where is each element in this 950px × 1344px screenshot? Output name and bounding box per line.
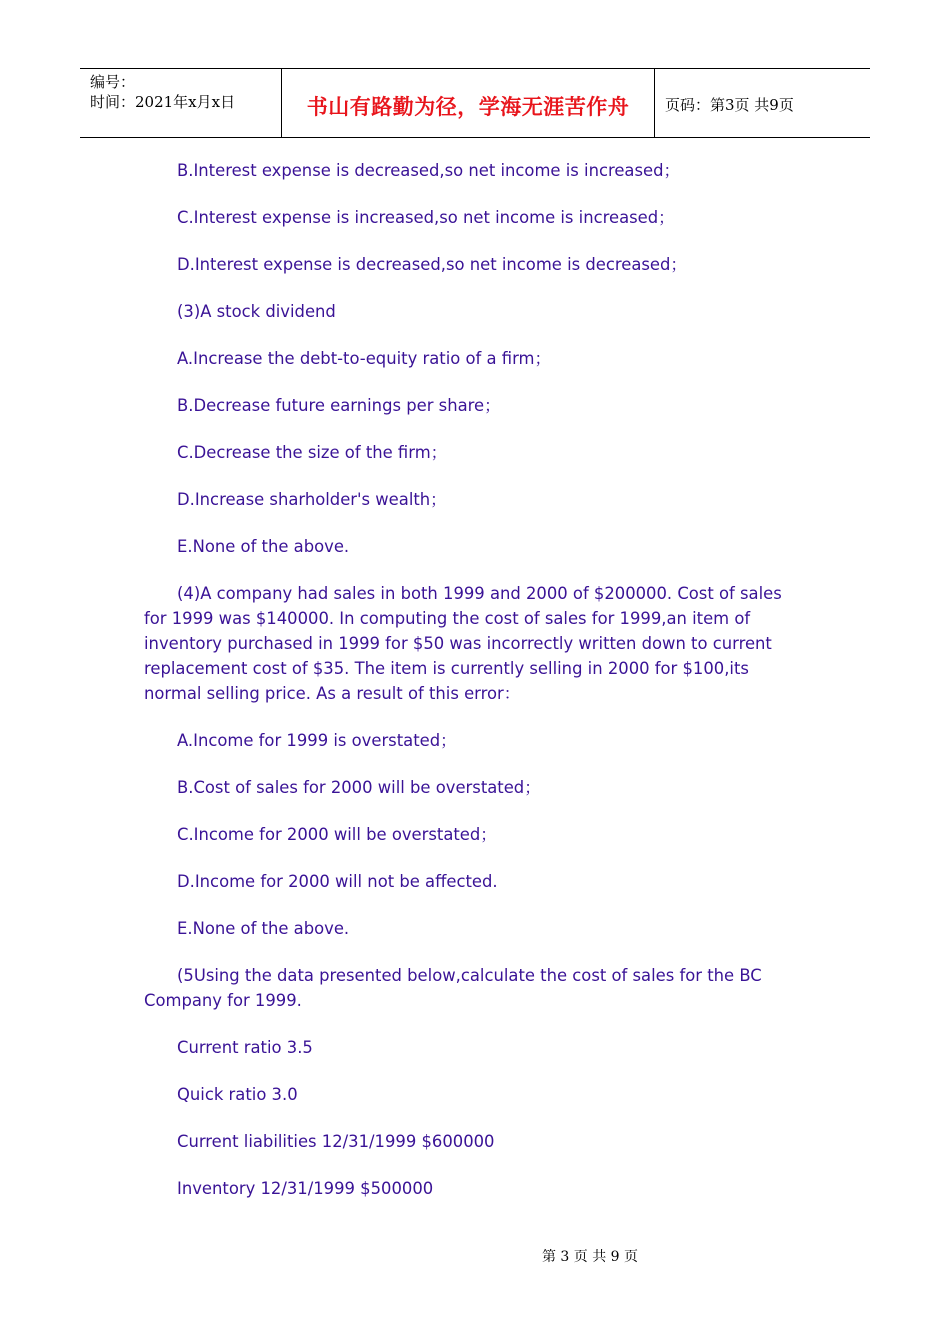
paragraph: B.Decrease future earnings per share； — [177, 396, 501, 415]
paragraph: A.Income for 1999 is overstated； — [177, 731, 457, 750]
paragraph: E.None of the above. — [177, 919, 350, 938]
page-header — [80, 68, 870, 138]
page-footer — [0, 1246, 950, 1266]
motto-text: 书山有路勤为径，学海无涯苦作舟 — [306, 95, 630, 119]
paragraph: B.Cost of sales for 2000 will be overstated； — [177, 778, 541, 797]
paragraph: C.Income for 2000 will be overstated； — [177, 825, 497, 844]
paragraph: D.Interest expense is decreased,so net income is decreased； — [177, 255, 687, 274]
header-motto-cell — [282, 69, 655, 137]
number-label: 编号： — [90, 73, 136, 91]
footer-page-number: 第 3 页 共 9 页 — [541, 1249, 639, 1265]
paragraph: A.Increase the debt-to-equity ratio of a firm； — [177, 349, 551, 368]
paragraph: Current liabilities 12/31/1999 $600000 — [177, 1132, 495, 1151]
paragraph: Quick ratio 3.0 — [177, 1085, 298, 1104]
date-label: 时间：2021年x月x日 — [90, 93, 236, 111]
paragraph: D.Income for 2000 will not be affected. — [177, 872, 498, 891]
question-heading: (4)A company had sales in both 1999 and 2000 of $200000. Cost of sales for 1999 was $140000. In computing the cost of sales for 1999,an item of inventory purchased in 1999 for $50 was incorrectly written down to current replacement cost of $35. The item is currently selling in 2000 for $100,its normal selling price. As a result of this error： — [144, 584, 782, 703]
document-body — [144, 158, 804, 1223]
paragraph: D.Increase sharholder's wealth； — [177, 490, 447, 509]
paragraph: B.Interest expense is decreased,so net income is increased； — [177, 161, 680, 180]
paragraph: Inventory 12/31/1999 $500000 — [177, 1179, 434, 1198]
question-heading: (3)A stock dividend — [177, 302, 336, 321]
page-info: 页码：第3页 共9页 — [665, 96, 794, 114]
question-heading: (5Using the data presented below,calculate the cost of sales for the BC Company for 1999. — [144, 966, 762, 1010]
header-page-cell — [655, 69, 870, 137]
paragraph: C.Decrease the size of the firm； — [177, 443, 448, 462]
paragraph: Current ratio 3.5 — [177, 1038, 313, 1057]
header-info-cell — [80, 69, 282, 137]
paragraph: C.Interest expense is increased,so net income is increased； — [177, 208, 675, 227]
paragraph: E.None of the above. — [177, 537, 350, 556]
